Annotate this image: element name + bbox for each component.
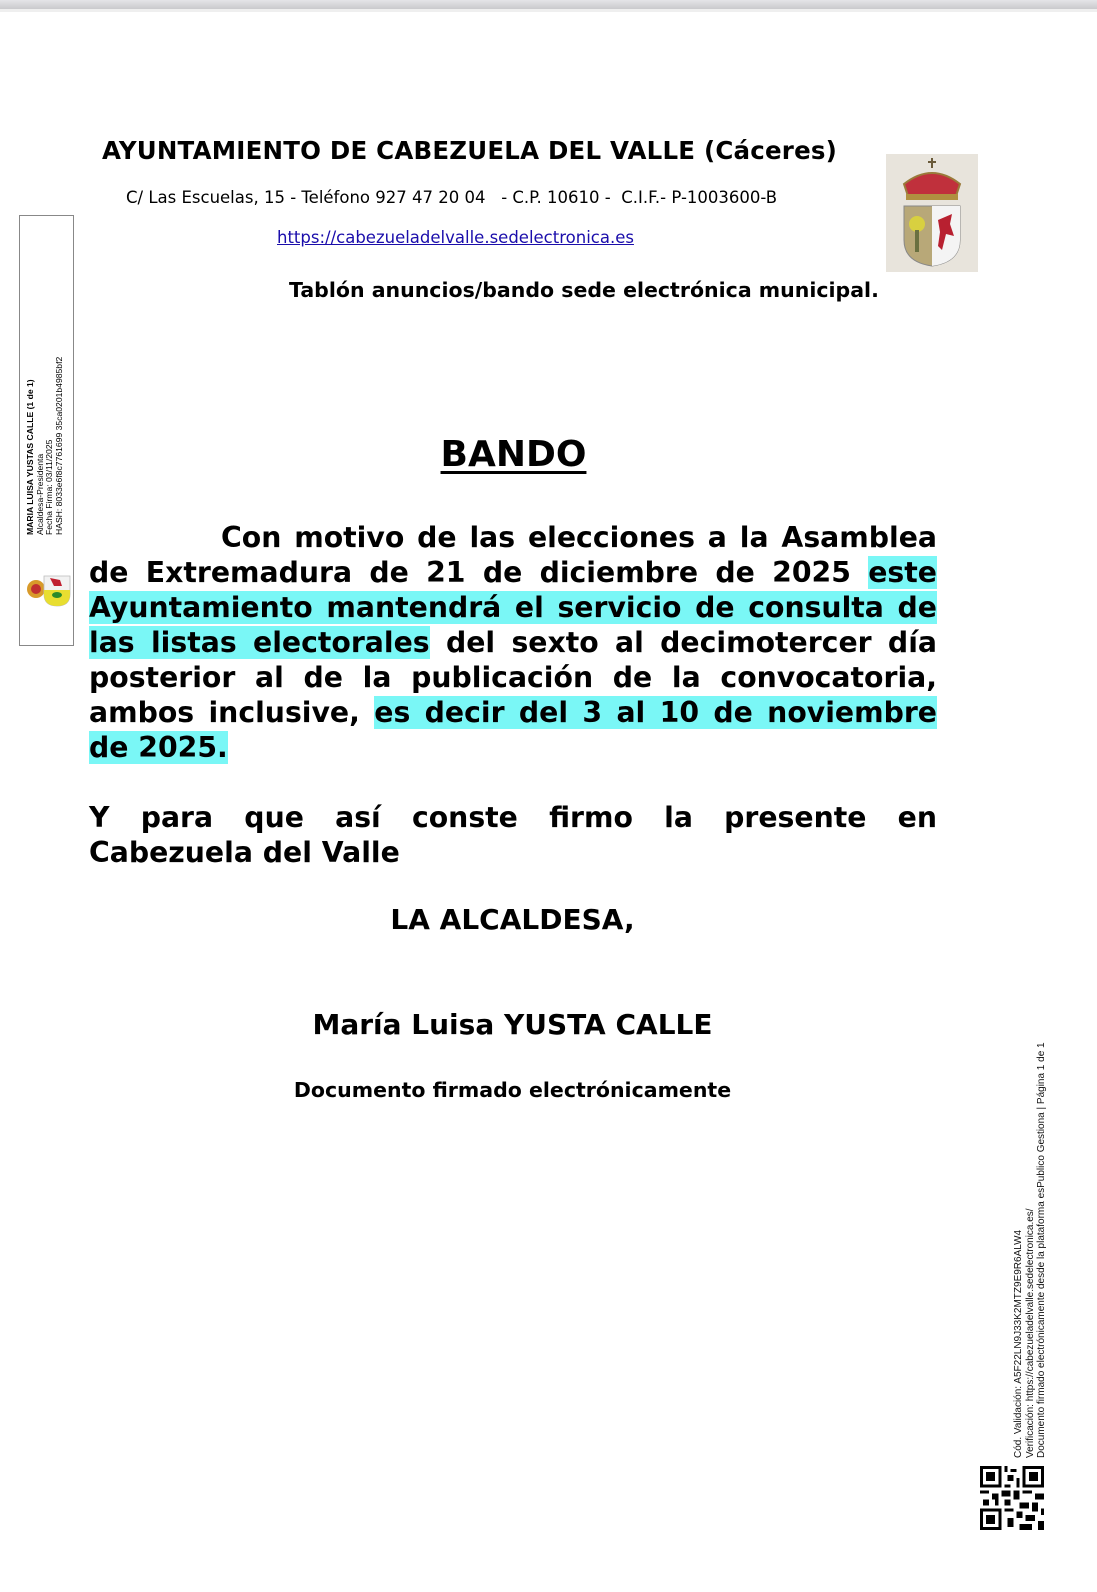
signature-title: LA ALCALDESA, (390, 903, 635, 936)
signer-name: María Luisa YUSTA CALLE (312, 1008, 713, 1041)
signer-line: MARIA LUISA YUSTAS CALLE (1 de 1) (25, 379, 35, 535)
signature-date: Fecha Firma: 03/11/2025 (44, 439, 55, 535)
tablon-heading: Tablón anuncios/bando sede electrónica municipal. (289, 278, 879, 302)
viewer-top-bar (0, 0, 1097, 12)
platform-note: Documento firmado electrónicamente desde la plataforma esPublico Gestiona | Página 1 de 1 (1036, 1042, 1047, 1458)
verification-url: Verificación: https://cabezueladelvalle.sedelectronica.es/ (1024, 1208, 1036, 1458)
signature-hash: HASH: 8033e6f8c7761699 35ca0201b4985bf2 (53, 356, 64, 535)
highlighted-text: este Ayuntamiento mantendrá el servicio de consulta de las listas electorales (89, 556, 937, 659)
signed-note: Documento firmado electrónicamente (293, 1078, 732, 1102)
org-title: AYUNTAMIENTO DE CABEZUELA DEL VALLE (Cáceres) (102, 136, 838, 165)
website-link[interactable]: https://cabezueladelvalle.sedelectronica.es (277, 228, 634, 247)
org-address: C/ Las Escuelas, 15 - Teléfono 927 47 20 04 - C.P. 10610 - C.I.F.- P-1003600-B (126, 188, 778, 207)
signer-role: Alcaldesa-Presidenta (34, 453, 45, 535)
validation-code: Cód. Validación: A5F22LN9J33K2MTZ9E9R6ALW4 (1013, 1229, 1024, 1458)
paragraph-text: Con motivo de las elecciones a la Asamblea de Extremadura de 21 de diciembre de 2025 (89, 521, 937, 589)
highlighted-dates: es decir del 3 al 10 de noviembre de 2025. (89, 696, 937, 764)
bando-paragraph (89, 520, 937, 765)
closing-paragraph: Y para que así conste firmo la presente en Cabezuela del Valle (89, 801, 937, 869)
municipal-seal-icon (24, 570, 72, 608)
paragraph-text: del sexto al decimotercer día posterior al de la publicación de la convocatoria, ambos inclusive, (89, 626, 937, 729)
qr-code-icon[interactable] (980, 1466, 1044, 1530)
verification-text (1013, 978, 1048, 1458)
coat-of-arms-icon (886, 154, 978, 272)
document-title: BANDO (440, 434, 587, 475)
